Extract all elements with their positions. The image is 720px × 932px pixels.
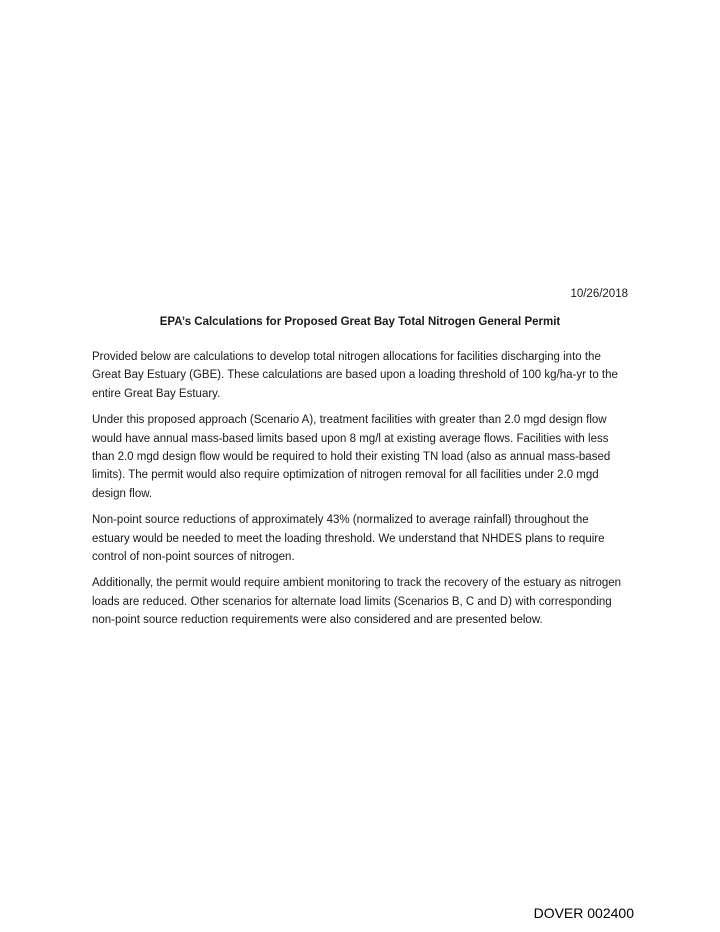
paragraph-scenario-a: Under this proposed approach (Scenario A), treatment facilities with greater than 2.0 mgd design flow would have annual mass-based limits based upon 8 mg/l at existing average flows. Facilities with less than 2.0 mgd design flow would be required to hold their existing TN load (also as annual mass-based limits). The permit would also require optimization of nitrogen removal for all facilities under 2.0 mgd design flow. xyxy=(92,414,611,500)
document-body xyxy=(92,348,624,638)
paragraph-non-point-source: Non-point source reductions of approximately 43% (normalized to average rainfall) throughout the estuary would be needed to meet the loading threshold. We understand that NHDES plans to require control of non-point sources of nitrogen. xyxy=(92,514,605,564)
bates-number: DOVER 002400 xyxy=(533,905,634,921)
document-date: 10/26/2018 xyxy=(570,288,628,300)
document-title: EPA’s Calculations for Proposed Great Bay Total Nitrogen General Permit xyxy=(159,316,561,328)
paragraph-monitoring: Additionally, the permit would require ambient monitoring to track the recovery of the estuary as nitrogen loads are reduced. Other scenarios for alternate load limits (Scenarios B, C and D) with corresponding non-point source reduction requirements were also considered and are presented below. xyxy=(92,577,622,627)
paragraph-intro: Provided below are calculations to develop total nitrogen allocations for facilities discharging into the Great Bay Estuary (GBE). These calculations are based upon a loading threshold of 100 kg/ha-yr to the entire Great Bay Estuary. xyxy=(92,351,618,400)
